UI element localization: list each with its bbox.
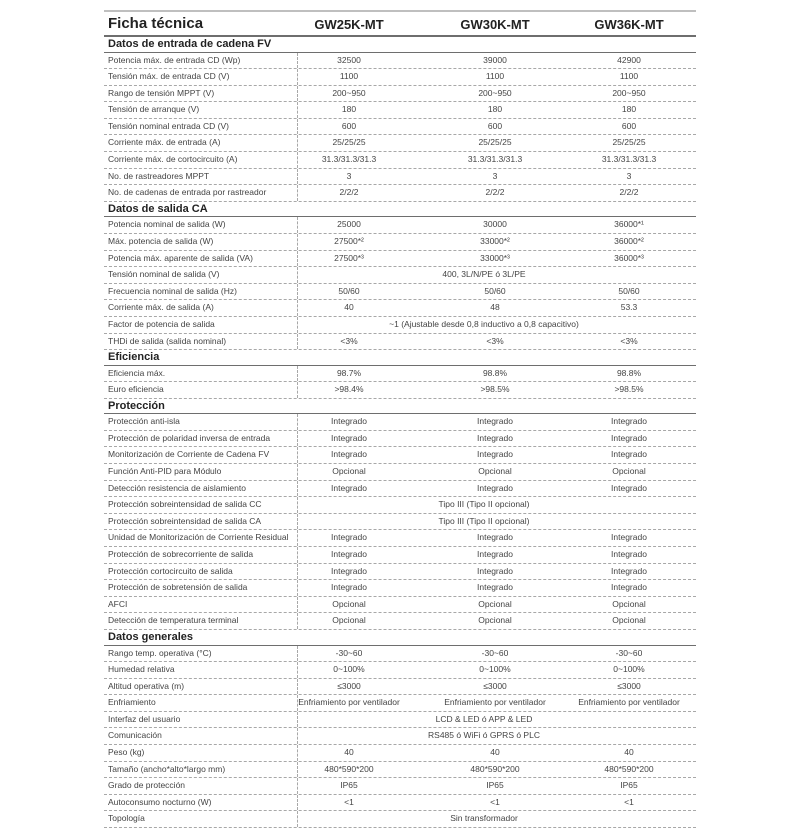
row-value: 27500*³ [334, 252, 364, 263]
table-row [104, 69, 696, 86]
table-row [104, 86, 696, 103]
row-value-span: Tipo III (Tipo II opcional) [438, 499, 530, 510]
row-value: <1 [624, 796, 634, 807]
row-value: 2/2/2 [339, 187, 359, 198]
table-row [104, 497, 696, 514]
row-value: Opcional [332, 615, 366, 626]
row-value: Integrado [331, 532, 367, 543]
table-row [104, 102, 696, 119]
row-label: Humedad relativa [108, 664, 175, 675]
table-row [104, 580, 696, 597]
table-row [104, 464, 696, 481]
table-row [104, 679, 696, 696]
row-value: 36000*³ [614, 252, 644, 263]
row-value: 600 [487, 120, 503, 131]
table-row [104, 119, 696, 136]
row-value-span: Sin transformador [450, 813, 518, 824]
row-value: ≤3000 [337, 680, 361, 691]
row-value: Integrado [331, 449, 367, 460]
table-row [104, 382, 696, 399]
table-row [104, 662, 696, 679]
table-row [104, 811, 696, 828]
table-row [104, 284, 696, 301]
table-row [104, 334, 696, 351]
row-value: 0~100% [479, 664, 511, 675]
row-value: Integrado [477, 532, 513, 543]
section-header [104, 399, 696, 415]
row-value: Integrado [331, 582, 367, 593]
table-row [104, 481, 696, 498]
row-value: -30~60 [615, 647, 643, 658]
table-row [104, 646, 696, 663]
row-value: Integrado [611, 582, 647, 593]
row-value: 40 [490, 747, 500, 758]
row-value: ≤3000 [617, 680, 641, 691]
table-row [104, 217, 696, 234]
row-label: No. de rastreadores MPPT [108, 170, 210, 181]
table-row [104, 712, 696, 729]
row-label: Topología [108, 813, 145, 824]
row-value: 180 [341, 104, 357, 115]
row-value: 3 [492, 170, 498, 181]
table-row [104, 447, 696, 464]
row-value: 0~100% [613, 664, 645, 675]
table-row [104, 530, 696, 547]
row-value: Integrado [477, 432, 513, 443]
table-row [104, 53, 696, 70]
row-label: Comunicación [108, 730, 162, 741]
row-value: 40 [344, 302, 354, 313]
row-value: 0~100% [333, 664, 365, 675]
row-value: 33000*² [480, 235, 510, 246]
row-value: 98.8% [482, 367, 508, 378]
row-value: 50/60 [618, 285, 640, 296]
section-title: Datos de entrada de cadena FV [108, 38, 272, 50]
table-row [104, 267, 696, 284]
page-title: Ficha técnica [108, 15, 204, 32]
row-value: >98.4% [334, 384, 364, 395]
row-label: Protección de polaridad inversa de entrada [108, 432, 271, 443]
row-value: Enfriamiento por ventilador [444, 697, 546, 708]
row-value: 27500*² [334, 235, 364, 246]
row-label: Tensión de arranque (V) [108, 104, 200, 115]
table-row [104, 135, 696, 152]
section-header [104, 37, 696, 53]
row-label: Factor de potencia de salida [108, 318, 215, 329]
row-label: Corriente máx. de entrada (A) [108, 137, 221, 148]
row-value: Opcional [478, 615, 512, 626]
row-value: Integrado [477, 482, 513, 493]
row-label: Peso (kg) [108, 747, 145, 758]
row-value: 2/2/2 [485, 187, 505, 198]
table-row [104, 745, 696, 762]
section-header [104, 350, 696, 366]
row-value: 25/25/25 [612, 137, 646, 148]
row-value: Integrado [611, 432, 647, 443]
table-row [104, 317, 696, 334]
row-label: Protección cortocircuito de salida [108, 565, 233, 576]
row-value: Opcional [612, 466, 646, 477]
row-value: Enfriamiento por ventilador [298, 697, 400, 708]
row-value: 200~950 [478, 87, 512, 98]
row-label: Tensión máx. de entrada CD (V) [108, 71, 230, 82]
row-label: Euro eficiencia [108, 384, 164, 395]
row-value-span: ~1 (Ajustable desde 0,8 inductivo a 0,8 capacitivo) [389, 318, 579, 329]
row-value: 480*590*200 [470, 763, 520, 774]
row-value: ≤3000 [483, 680, 507, 691]
row-value: Integrado [331, 482, 367, 493]
row-label: Protección de sobrecorriente de salida [108, 549, 254, 560]
row-value: 3 [346, 170, 352, 181]
row-value: 3 [626, 170, 632, 181]
row-label: Protección sobreintensidad de salida CC [108, 499, 262, 510]
row-value-span: 400, 3L/N/PE ó 3L/PE [442, 269, 526, 280]
row-value: 40 [344, 747, 354, 758]
row-label: Potencia máx. de entrada CD (Wp) [108, 54, 241, 65]
row-value: 200~950 [332, 87, 366, 98]
row-value: 31.3/31.3/31.3 [467, 154, 523, 165]
row-label: Tamaño (ancho*alto*largo mm) [108, 763, 226, 774]
table-row [104, 234, 696, 251]
section-header [104, 630, 696, 646]
row-value: Opcional [478, 466, 512, 477]
row-value: 25/25/25 [332, 137, 366, 148]
table-row [104, 728, 696, 745]
row-value: IP65 [486, 780, 504, 791]
model-gw36k: GW36K-MT [594, 17, 664, 32]
row-value: 42900 [617, 54, 641, 65]
row-value: 33000*³ [480, 252, 510, 263]
row-value: 53.3 [620, 302, 638, 313]
section-title: Protección [108, 399, 165, 412]
row-value: Integrado [331, 565, 367, 576]
row-value: Integrado [477, 549, 513, 560]
row-value: Integrado [611, 549, 647, 560]
row-label: Tensión nominal de salida (V) [108, 269, 220, 280]
row-value: 480*590*200 [324, 763, 374, 774]
section-header [104, 202, 696, 218]
row-label: Protección anti-isla [108, 416, 180, 427]
table-row [104, 547, 696, 564]
row-value: Integrado [611, 449, 647, 460]
row-value: Integrado [331, 549, 367, 560]
row-value: 36000*¹ [614, 219, 644, 230]
table-row [104, 514, 696, 531]
row-value: 180 [487, 104, 503, 115]
section-title: Eficiencia [108, 351, 160, 364]
table-row [104, 431, 696, 448]
spec-sheet [104, 10, 696, 828]
row-label: Monitorización de Corriente de Cadena FV [108, 449, 270, 460]
table-row [104, 695, 696, 712]
row-label: Interfaz del usuario [108, 713, 181, 724]
row-value: Opcional [332, 466, 366, 477]
row-value: 600 [341, 120, 357, 131]
row-label: Detección de temperatura terminal [108, 615, 239, 626]
table-row [104, 795, 696, 812]
row-value: 98.8% [616, 367, 642, 378]
row-value: 30000 [483, 219, 507, 230]
table-row [104, 597, 696, 614]
row-label: Grado de protección [108, 780, 186, 791]
row-label: Eficiencia máx. [108, 367, 166, 378]
row-value: 40 [624, 747, 634, 758]
row-value: <3% [340, 335, 358, 346]
model-gw30k: GW30K-MT [460, 17, 530, 32]
row-value: 200~950 [612, 87, 646, 98]
row-value: Integrado [477, 582, 513, 593]
row-label: Protección sobreintensidad de salida CA [108, 515, 262, 526]
row-value: Integrado [611, 482, 647, 493]
row-value: Integrado [477, 449, 513, 460]
row-label: Tensión nominal entrada CD (V) [108, 120, 229, 131]
row-value: Opcional [478, 598, 512, 609]
row-value: -30~60 [335, 647, 363, 658]
row-label: No. de cadenas de entrada por rastreador [108, 187, 267, 198]
row-value: Integrado [331, 416, 367, 427]
section-title: Datos de salida CA [108, 202, 208, 215]
row-value: <3% [620, 335, 638, 346]
row-value: 48 [490, 302, 500, 313]
table-row [104, 152, 696, 169]
row-value: Enfriamiento por ventilador [578, 697, 680, 708]
row-label: Función Anti-PID para Módulo [108, 466, 222, 477]
table-row [104, 185, 696, 202]
table-row [104, 366, 696, 383]
row-value: 31.3/31.3/31.3 [601, 154, 657, 165]
row-value: 31.3/31.3/31.3 [321, 154, 377, 165]
section-title: Datos generales [108, 631, 193, 643]
row-value: 1100 [619, 71, 639, 82]
model-gw25k: GW25K-MT [314, 17, 384, 32]
row-value: 1100 [485, 71, 505, 82]
row-value: 600 [621, 120, 637, 131]
row-label: THDi de salida (salida nominal) [108, 335, 227, 346]
row-value: Opcional [612, 615, 646, 626]
table-row [104, 613, 696, 630]
row-label: Detección resistencia de aislamiento [108, 482, 246, 493]
row-label: Máx. potencia de salida (W) [108, 235, 214, 246]
table-row [104, 169, 696, 186]
row-value: 50/60 [338, 285, 360, 296]
row-label: AFCI [108, 598, 128, 609]
row-label: Potencia nominal de salida (W) [108, 219, 226, 230]
row-value: <1 [344, 796, 354, 807]
row-value: <1 [490, 796, 500, 807]
row-label: Autoconsumo nocturno (W) [108, 796, 212, 807]
row-label: Unidad de Monitorización de Corriente Residual [108, 532, 289, 543]
row-value: Integrado [611, 565, 647, 576]
row-label: Frecuencia nominal de salida (Hz) [108, 285, 237, 296]
row-value: 39000 [483, 54, 507, 65]
row-value: >98.5% [614, 384, 644, 395]
row-label: Potencia máx. aparente de salida (VA) [108, 252, 253, 263]
table-row [104, 778, 696, 795]
row-value: 25000 [337, 219, 361, 230]
row-value: 2/2/2 [619, 187, 639, 198]
row-value: Opcional [612, 598, 646, 609]
row-value: 32500 [337, 54, 361, 65]
row-value: Integrado [477, 416, 513, 427]
row-value-span: Tipo III (Tipo II opcional) [438, 515, 530, 526]
row-value: 50/60 [484, 285, 506, 296]
row-value: Integrado [611, 416, 647, 427]
table-row [104, 251, 696, 268]
row-value: IP65 [620, 780, 638, 791]
row-value: 98.7% [336, 367, 362, 378]
row-value: 180 [621, 104, 637, 115]
row-value: Integrado [611, 532, 647, 543]
row-value: IP65 [340, 780, 358, 791]
row-label: Protección de sobretensión de salida [108, 582, 248, 593]
row-value: Integrado [477, 565, 513, 576]
table-body [104, 37, 696, 828]
row-value: Integrado [331, 432, 367, 443]
row-label: Rango de tensión MPPT (V) [108, 87, 215, 98]
row-value-span: LCD & LED ó APP & LED [435, 713, 533, 724]
row-value: 1100 [339, 71, 359, 82]
row-value: 25/25/25 [478, 137, 512, 148]
table-row [104, 300, 696, 317]
table-row [104, 414, 696, 431]
row-label: Enfriamiento [108, 697, 156, 708]
row-value: >98.5% [480, 384, 510, 395]
table-row [104, 564, 696, 581]
row-label: Corriente máx. de cortocircuito (A) [108, 154, 238, 165]
row-value: -30~60 [481, 647, 509, 658]
row-value: 36000*² [614, 235, 644, 246]
row-value-span: RS485 ó WiFi ó GPRS ó PLC [428, 730, 540, 741]
row-value: <3% [486, 335, 504, 346]
row-value: 480*590*200 [604, 763, 654, 774]
row-value: Opcional [332, 598, 366, 609]
row-label: Corriente máx. de salida (A) [108, 302, 214, 313]
table-row [104, 762, 696, 779]
row-label: Altitud operativa (m) [108, 680, 185, 691]
table-header [104, 12, 696, 37]
row-label: Rango temp. operativa (°C) [108, 647, 212, 658]
